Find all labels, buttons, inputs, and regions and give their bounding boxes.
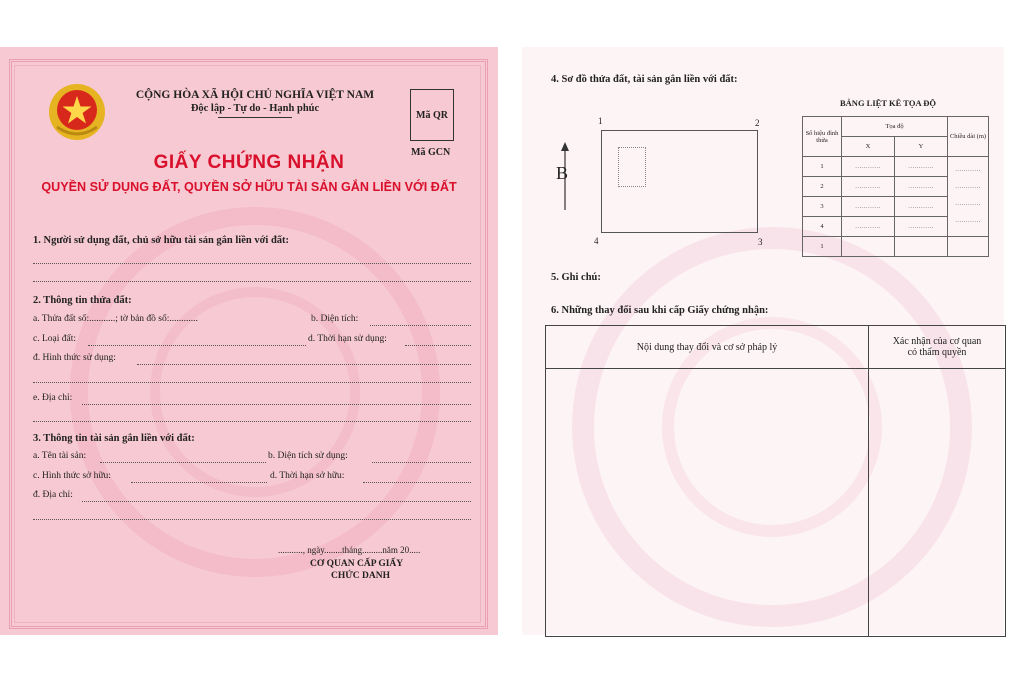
point-id: 4: [803, 217, 842, 237]
point-id: 3: [803, 197, 842, 217]
length-value: ............: [955, 200, 981, 207]
motto-underline: [218, 117, 292, 118]
y-value: ............: [895, 177, 948, 197]
asset-address-line: [82, 501, 471, 502]
plot-sketch-building: [618, 147, 646, 187]
plot-number-field: a. Thửa đất số:...........; tờ bản đồ số:............: [33, 314, 198, 324]
length-value-empty: [948, 237, 989, 257]
section-1-heading: 1. Người sử dụng đất, chủ sở hữu tài sản gắn liền với đất:: [33, 235, 290, 246]
address-line: [82, 404, 471, 405]
table-row: [803, 237, 989, 257]
changes-content-header: Nội dung thay đổi và cơ sở pháp lý: [546, 326, 869, 369]
national-emblem-icon: [48, 83, 106, 141]
col-point-header: Số hiệu đỉnh thửa: [803, 117, 842, 157]
address-line-2: [33, 421, 471, 422]
y-value: ............: [895, 197, 948, 217]
changes-content-cell: [546, 369, 869, 637]
ownership-form-line: [131, 482, 267, 483]
point-id: 2: [803, 177, 842, 197]
col-coord-header: Tọa độ: [842, 117, 948, 137]
section-3-heading: 3. Thông tin tài sản gắn liền với đất:: [33, 433, 195, 444]
asset-name-field: a. Tên tài sản:: [33, 451, 87, 461]
y-value: ............: [895, 157, 948, 177]
table-row: [803, 157, 989, 177]
x-value: ............: [842, 177, 895, 197]
coord-table-title: BẢNG LIỆT KÊ TỌA ĐỘ: [840, 98, 937, 108]
usable-area-field: b. Diện tích sử dụng:: [268, 451, 348, 461]
asset-name-line: [100, 462, 266, 463]
length-values: [948, 157, 989, 237]
land-type-line: [88, 345, 306, 346]
corner-label: 1: [598, 116, 603, 126]
x-value-empty: [842, 237, 895, 257]
republic-name: CỘNG HÒA XÃ HỘI CHỦ NGHĨA VIỆT NAM: [135, 89, 375, 101]
issuing-agency: CƠ QUAN CẤP GIẤY: [310, 559, 404, 569]
gcn-code-label: Mã GCN: [411, 147, 451, 158]
y-value: ............: [895, 217, 948, 237]
corner-label: 2: [755, 118, 760, 128]
section-5-heading: 5. Ghi chú:: [551, 272, 601, 283]
confirm-header-line: có thẩm quyền: [907, 347, 967, 358]
y-value-empty: [895, 237, 948, 257]
coordinate-table: [802, 116, 989, 257]
x-value: ............: [842, 157, 895, 177]
north-label: B: [556, 163, 569, 183]
certificate-title: GIẤY CHỨNG NHẬN: [153, 152, 345, 173]
length-value: ............: [955, 217, 981, 224]
qr-label: Mã QR: [416, 109, 448, 121]
certificate-subtitle: QUYỀN SỬ DỤNG ĐẤT, QUYỀN SỞ HỮU TÀI SẢN GẮN LIỀN VỚI ĐẤT: [41, 180, 457, 194]
area-line: [370, 325, 471, 326]
usage-form-line: [137, 364, 471, 365]
land-type-field: c. Loại đất:: [33, 334, 76, 344]
section-1-line: [33, 281, 471, 282]
x-value: ............: [842, 197, 895, 217]
section-4-heading: 4. Sơ đồ thửa đất, tài sản gắn liền với đất:: [551, 74, 738, 85]
national-motto: Độc lập - Tự do - Hạnh phúc: [190, 103, 320, 114]
ownership-term-line: [363, 482, 471, 483]
usable-area-line: [372, 462, 471, 463]
usage-term-field: d. Thời hạn sử dụng:: [308, 334, 387, 344]
asset-address-line-2: [33, 519, 471, 520]
col-length-header: Chiều dài (m): [948, 117, 989, 157]
section-2-heading: 2. Thông tin thửa đất:: [33, 295, 132, 306]
asset-address-field: đ. Địa chỉ:: [33, 490, 73, 500]
address-field: e. Địa chỉ:: [33, 393, 73, 403]
usage-form-field: đ. Hình thức sử dụng:: [33, 353, 116, 363]
ownership-form-field: c. Hình thức sở hữu:: [33, 471, 111, 481]
changes-confirm-header: [869, 326, 1006, 369]
section-1-line: [33, 263, 471, 264]
usage-form-line-2: [33, 382, 471, 383]
length-value: ............: [955, 183, 981, 190]
col-x-header: X: [842, 137, 895, 157]
changes-table: [545, 325, 1006, 637]
length-value: ............: [955, 166, 981, 173]
confirm-header-line: Xác nhận của cơ quan: [892, 336, 982, 347]
point-id: 1: [803, 157, 842, 177]
corner-label: 4: [594, 236, 599, 246]
x-value: ............: [842, 217, 895, 237]
changes-confirm-cell: [869, 369, 1006, 637]
ownership-term-field: d. Thời hạn sở hữu:: [270, 471, 345, 481]
qr-code-box: [410, 89, 454, 141]
section-6-heading: 6. Những thay đổi sau khi cấp Giấy chứng nhận:: [551, 305, 769, 316]
corner-label: 3: [758, 237, 763, 247]
signer-title: CHỨC DANH: [331, 571, 391, 581]
col-y-header: Y: [895, 137, 948, 157]
issue-date: ..........., ngày........tháng.........năm 20.....: [278, 545, 421, 555]
area-field: b. Diện tích:: [311, 314, 359, 324]
usage-term-line: [405, 345, 471, 346]
point-id: 1: [803, 237, 842, 257]
